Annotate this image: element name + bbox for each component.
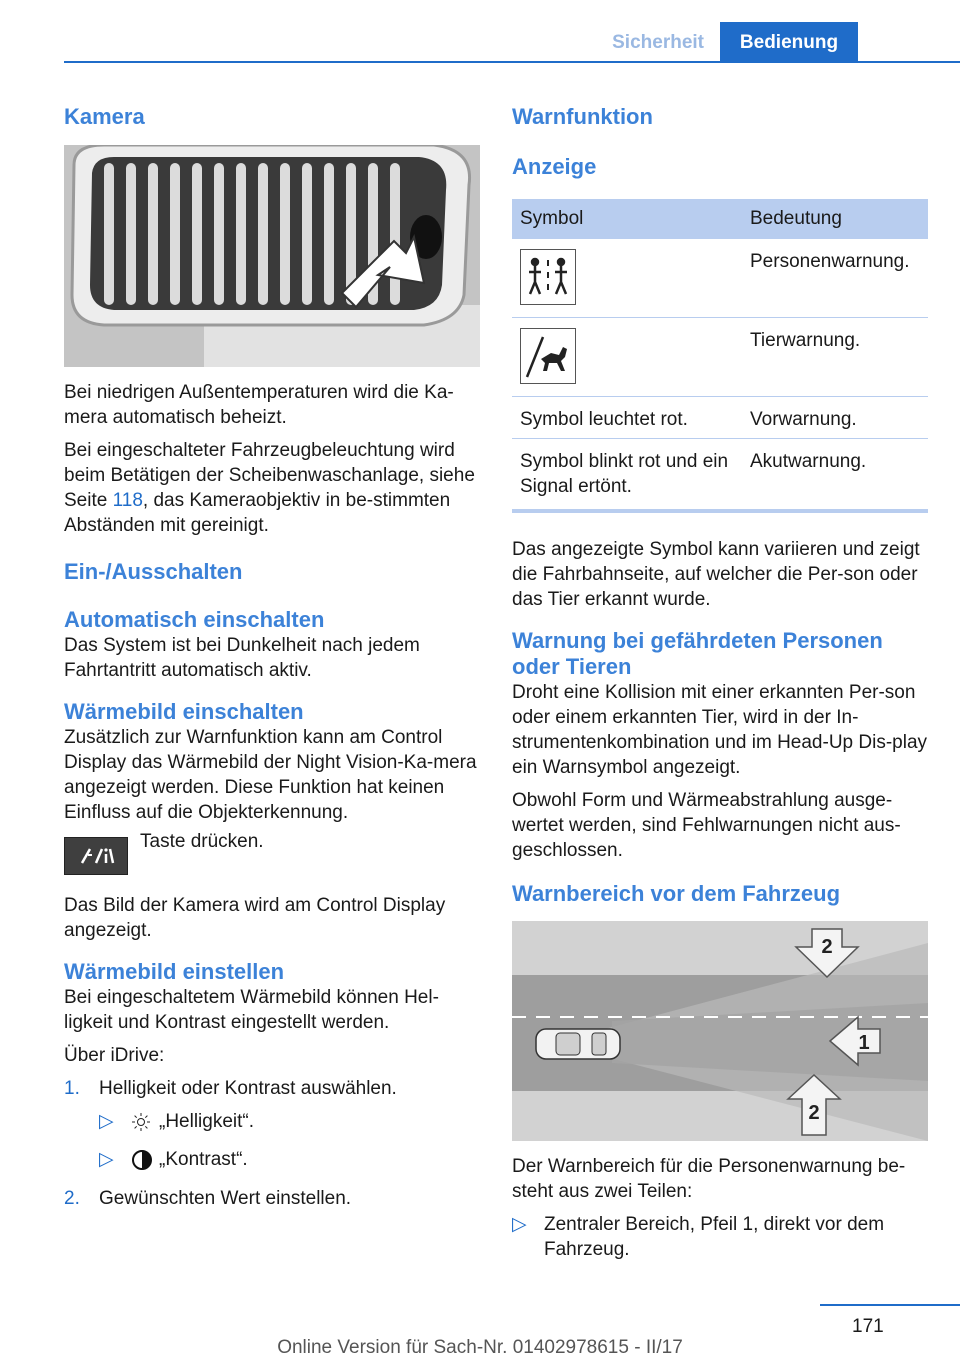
bullet-item-zentral-text: Zentraler Bereich, Pfeil 1, direkt vor dem Fahrzeug. bbox=[544, 1214, 885, 1260]
table-row bbox=[512, 318, 928, 397]
footer-online-version: Online Version für Sach-Nr. 01402978615 - II/17 bbox=[277, 1337, 683, 1358]
table-cell-symbol bbox=[512, 318, 742, 397]
bullet-icon: ▷ bbox=[99, 1111, 114, 1132]
tab-sicherheit[interactable]: Sicherheit bbox=[612, 32, 704, 53]
bullet-icon: ▷ bbox=[99, 1149, 114, 1170]
step-1-number: 1. bbox=[64, 1078, 80, 1099]
table-row bbox=[512, 439, 928, 512]
step-2-text: Gewünschten Wert einstellen. bbox=[99, 1188, 352, 1209]
gefahr-paragraph-2: Obwohl Form und Wärmeabstrahlung ausge-wertet werden, sind Fehlwarnungen nicht aus-geschlossen. bbox=[512, 790, 901, 861]
bereich-paragraph: Der Warnbereich für die Personenwarnung be-steht aus zwei Teilen: bbox=[512, 1156, 906, 1202]
heading-ein-ausschalten: Ein-/Ausschalten bbox=[64, 559, 243, 584]
night-vision-icon[interactable] bbox=[64, 837, 128, 875]
table-header-bedeutung: Bedeutung bbox=[742, 199, 928, 239]
einstellen-paragraph: Bei eingeschaltetem Wärmebild können Hel-ligkeit und Kontrast eingestellt werden. bbox=[64, 987, 439, 1033]
taste-druecken-text: Taste drücken. bbox=[140, 831, 264, 852]
sub-item-kontrast-label: „Kontrast“. bbox=[159, 1149, 248, 1170]
idrive-label: Über iDrive: bbox=[64, 1045, 165, 1066]
symbol-table bbox=[512, 199, 928, 513]
heading-kamera: Kamera bbox=[64, 104, 145, 129]
warnbereich-diagram bbox=[512, 921, 928, 1141]
page-link-118[interactable]: 118 bbox=[112, 490, 143, 511]
table-cell-bedeutung: Personenwarnung. bbox=[742, 239, 928, 318]
step-1 bbox=[64, 1076, 480, 1101]
heading-warnbereich: Warnbereich vor dem Fahrzeug bbox=[512, 881, 841, 906]
car-icon bbox=[536, 1029, 620, 1059]
sub-item-kontrast bbox=[64, 1147, 480, 1178]
heading-automatisch-einschalten: Automatisch einschalten bbox=[64, 607, 325, 632]
footer-rule bbox=[820, 1304, 960, 1306]
svg-text:2: 2 bbox=[821, 936, 833, 958]
brightness-icon bbox=[131, 1109, 159, 1139]
page-number: 171 bbox=[852, 1316, 884, 1337]
anzeige-paragraph: Das angezeigte Symbol kann variieren und zeigt die Fahrbahnseite, auf welcher die Per-son oder das Tier erkannt wurde. bbox=[512, 539, 920, 610]
table-cell-bedeutung: Tierwarnung. bbox=[742, 318, 928, 397]
kamera-paragraph-2: Bei eingeschalteter Fahrzeugbeleuchtung wird beim Betätigen der Scheibenwaschanlage, siehe Seite 118, das Kameraobjektiv in be-stimmten Abständen mit gereinigt. bbox=[64, 440, 475, 536]
heading-anzeige: Anzeige bbox=[512, 154, 597, 179]
contrast-icon bbox=[131, 1147, 159, 1178]
heading-waermebild-einschalten: Wärmebild einschalten bbox=[64, 699, 304, 724]
table-cell-symbol: Symbol leuchtet rot. bbox=[512, 397, 742, 439]
step-2 bbox=[64, 1186, 480, 1211]
person-warning-icon bbox=[520, 249, 576, 305]
svg-text:1: 1 bbox=[858, 1032, 870, 1054]
bullet-icon: ▷ bbox=[512, 1214, 527, 1235]
step-1-text: Helligkeit oder Kontrast auswählen. bbox=[99, 1078, 397, 1099]
gefahr-paragraph-1: Droht eine Kollision mit einer erkannten Per-son oder einem erkannten Tier, wird in der In-strumentenkombination und im Head-Up Dis-play ein Warnsymbol angezeigt. bbox=[512, 682, 928, 778]
table-row bbox=[512, 239, 928, 318]
svg-text:2: 2 bbox=[808, 1102, 820, 1124]
table-cell-bedeutung: Akutwarnung. bbox=[742, 439, 928, 512]
table-cell-symbol: Symbol blinkt rot und ein Signal ertönt. bbox=[512, 439, 742, 512]
sub-item-helligkeit bbox=[64, 1109, 480, 1139]
step-2-number: 2. bbox=[64, 1188, 80, 1209]
heading-warnfunktion: Warnfunktion bbox=[512, 104, 653, 129]
page-header bbox=[0, 22, 960, 62]
tab-bedienung[interactable]: Bedienung bbox=[720, 22, 858, 62]
table-cell-symbol bbox=[512, 239, 742, 318]
heading-waermebild-einstellen: Wärmebild einstellen bbox=[64, 959, 285, 984]
bild-paragraph: Das Bild der Kamera wird am Control Display angezeigt. bbox=[64, 895, 446, 941]
sub-item-helligkeit-label: „Helligkeit“. bbox=[159, 1111, 255, 1132]
kamera-paragraph-1: Bei niedrigen Außentemperaturen wird die Ka-mera automatisch beheizt. bbox=[64, 382, 454, 428]
right-column bbox=[512, 100, 928, 1262]
taste-row bbox=[64, 831, 480, 887]
table-row bbox=[512, 397, 928, 439]
camera-figure bbox=[64, 145, 480, 367]
camera-grille-illustration bbox=[64, 145, 480, 367]
waermebild-paragraph: Zusätzlich zur Warnfunktion kann am Control Display das Wärmebild der Night Vision-Ka-mera angezeigt werden. Diese Funktion hat keinen Einfluss auf die Objekterkennung. bbox=[64, 727, 477, 823]
heading-warnung-gefaehrdete: Warnung bei gefährdeten Personen oder Tieren bbox=[512, 628, 883, 679]
table-header-symbol: Symbol bbox=[512, 199, 742, 239]
auto-paragraph: Das System ist bei Dunkelheit nach jedem Fahrtantritt automatisch aktiv. bbox=[64, 635, 420, 681]
header-rule bbox=[64, 61, 960, 63]
animal-warning-icon bbox=[520, 328, 576, 384]
table-cell-bedeutung: Vorwarnung. bbox=[742, 397, 928, 439]
bullet-item-zentral bbox=[512, 1212, 928, 1262]
warnbereich-figure bbox=[512, 921, 928, 1141]
table-header-row bbox=[512, 199, 928, 239]
left-column bbox=[64, 100, 480, 1211]
